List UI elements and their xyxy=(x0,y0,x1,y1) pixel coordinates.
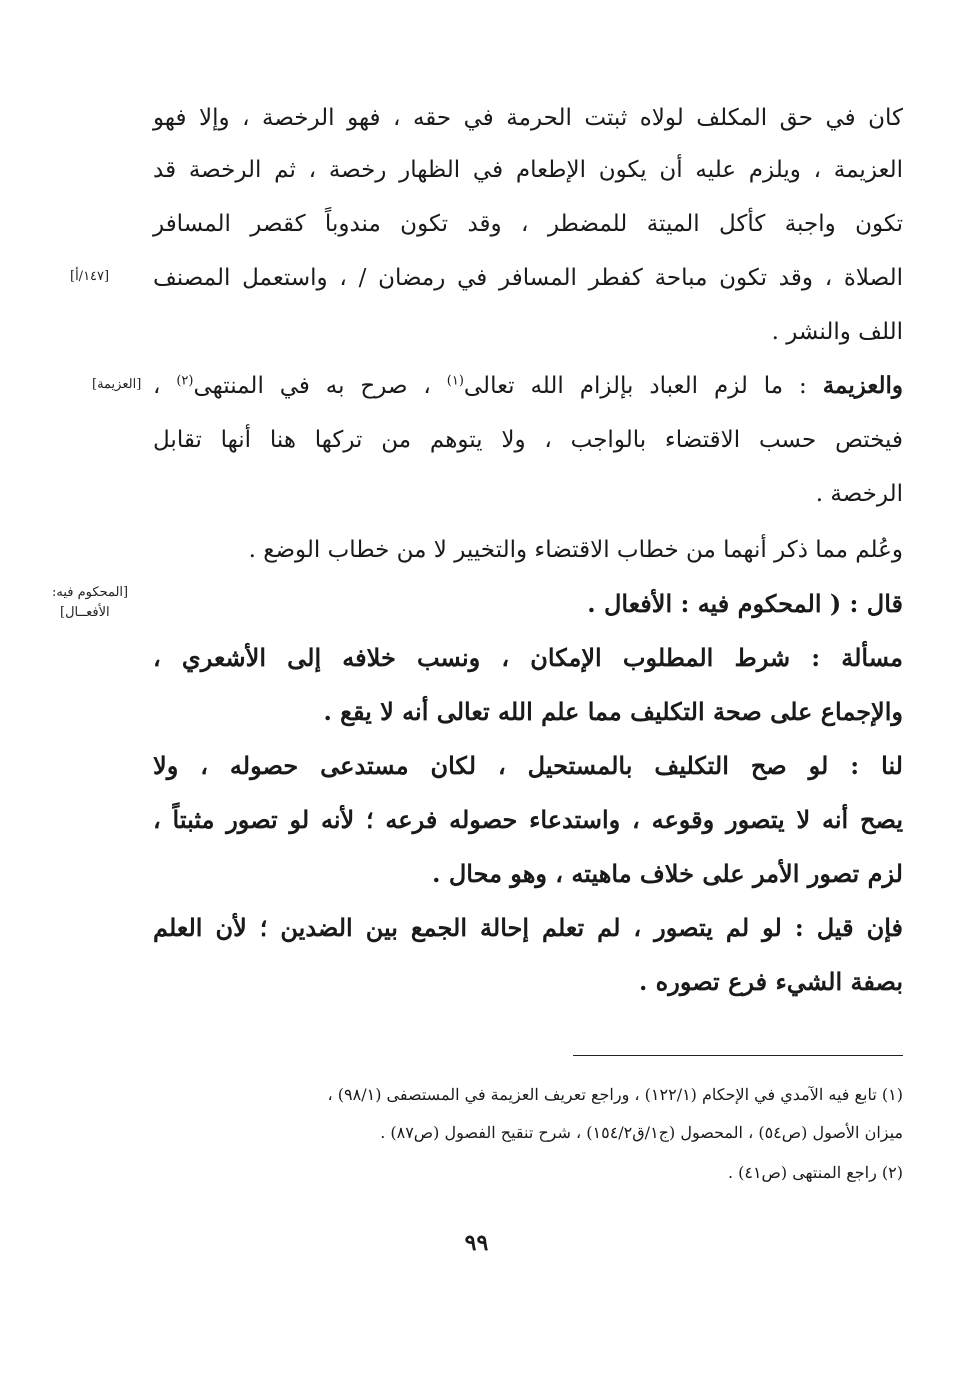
footnote-2: (٢) راجع المنتهى (ص٤١) . xyxy=(727,1163,903,1182)
azima-definition: : ما لزم العباد بإلزام الله تعالى xyxy=(463,373,807,399)
matn-line-7: فإن قيل : لو لم يتصور ، لم تعلم إحالة الجمع بين الضدين ؛ لأن العلم xyxy=(153,913,903,942)
page-number: ٩٩ xyxy=(464,1230,489,1256)
matn-line-8: بصفة الشيء فرع تصوره . xyxy=(638,967,903,996)
text-line-7: فيختص حسب الاقتضاء بالواجب ، ولا يتوهم من تركها هنا أنها تقابل xyxy=(153,427,903,453)
footnote-separator xyxy=(573,1055,903,1056)
text-line-3: تكون واجبة كأكل الميتة للمضطر ، وقد تكون مندوباً كقصر المسافر xyxy=(153,211,903,237)
azima-margin-note: [العزيمة] xyxy=(92,377,142,392)
footnote-ref-2: (٢) xyxy=(176,373,194,389)
azima-definition-line xyxy=(153,366,903,406)
matn-line-5: يصح أنه لا يتصور وقوعه ، واستدعاء حصوله فرعه ؛ لأنه لو تصور مثبتاً ، xyxy=(153,805,903,834)
matn-line-3: والإجماع على صحة التكليف مما علم الله تعالى أنه لا يقع . xyxy=(323,697,903,726)
azima-end: ، xyxy=(153,373,161,399)
matn-line-1: قال : ( المحكوم فيه : الأفعال . xyxy=(587,589,903,618)
azima-term: والعزيمة xyxy=(822,372,904,399)
text-line-9: وعُلم مما ذكر أنهما من خطاب الاقتضاء والتخيير لا من خطاب الوضع . xyxy=(248,537,903,563)
text-line-8: الرخصة . xyxy=(815,481,903,507)
text-line-2: العزيمة ، ويلزم عليه أن يكون الإطعام في الظهار رخصة ، ثم الرخصة قد xyxy=(153,157,903,183)
mahkum-margin-note-1: [المحكوم فيه: xyxy=(52,585,129,600)
matn-line-6: لزم تصور الأمر على خلاف ماهيته ، وهو محال . xyxy=(432,859,903,888)
text-line-5: اللف والنشر . xyxy=(771,319,903,345)
footnote-ref-1: (١) xyxy=(446,373,464,389)
footnote-1: (١) تابع فيه الآمدي في الإحكام (١٢٢/١) ، وراجع تعريف العزيمة في المستصفى (٩٨/١) ، xyxy=(327,1085,903,1104)
footnote-1-continued: ميزان الأصول (ص٥٤) ، المحصول (ج١/ق١٥٤/٢) ، شرح تنقيح الفصول (ص٨٧) . xyxy=(380,1123,903,1142)
mahkum-margin-note-2: الأفعــال] xyxy=(60,605,110,620)
azima-source: ، صرح به في المنتهى xyxy=(193,373,431,399)
text-line-4: الصلاة ، وقد تكون مباحة كفطر المسافر في رمضان / ، واستعمل المصنف xyxy=(153,265,903,291)
matn-line-2: مسألة : شرط المطلوب الإمكان ، ونسب خلافه إلى الأشعري ، xyxy=(153,643,903,672)
matn-line-4: لنا : لو صح التكليف بالمستحيل ، لكان مستدعى حصوله ، ولا xyxy=(153,751,903,780)
folio-margin-note: [١٤٧/أ] xyxy=(70,269,110,284)
text-line-1: كان في حق المكلف لولاه ثبتت الحرمة في حقه ، فهو الرخصة ، وإلا فهو xyxy=(153,105,903,131)
